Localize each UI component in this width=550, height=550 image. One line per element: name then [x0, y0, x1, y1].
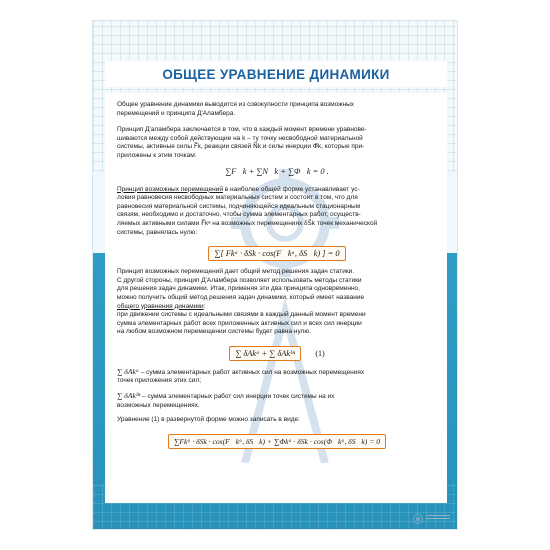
- text-fragment: в наиболее общей форме устанавливает ус-: [222, 185, 360, 193]
- text-line: Принцип Д'аламбера заключается в том, что в каждый момент времени уравнове-: [117, 126, 367, 134]
- sum-inertia-symbol: ∑ δAkᴵⁿ: [117, 391, 141, 401]
- text-fragment: – сумма элементарных работ сил инерции точек системы на их: [140, 393, 335, 401]
- publisher-logo-icon: [413, 514, 423, 524]
- sum-active-symbol: ∑ δAkᵃ: [117, 366, 139, 376]
- text-line: точек приложения этих сил;: [117, 377, 202, 385]
- text-line: можно получить общий метод решения задач динамики, который имеет название: [117, 293, 365, 301]
- text-line: [117, 392, 437, 402]
- term-general-equation: общего уравнения динамики: [117, 302, 204, 310]
- text-line: на любом возможном перемещении системы будет равна нулю.: [117, 328, 312, 336]
- intro-paragraph: [117, 101, 437, 118]
- text-line: [117, 368, 437, 378]
- text-line: равновесия материальной системы, подчиняющейся идеальным стационарным: [117, 202, 361, 210]
- equation-number: (1): [315, 348, 325, 358]
- def-active-paragraph: [117, 368, 437, 386]
- publisher-logo-text: [426, 515, 450, 523]
- text-line: системы, равнялась нулю:: [117, 228, 198, 236]
- text-fragment: :: [203, 302, 206, 310]
- title-bar: [105, 61, 447, 87]
- dalembert-paragraph: [117, 126, 437, 160]
- text-line: [117, 303, 437, 312]
- text-line: приложены к этим точкам:: [117, 151, 197, 159]
- term-virtual-displacement: Принцип возможных перемещений: [117, 185, 223, 193]
- text-line: перемещений и принципа Д'Аламбера.: [117, 109, 236, 117]
- virtual-displacement-paragraph: [117, 186, 437, 238]
- expanded-formula: ∑Fkᵃ · δSk · cos(F⃗kᵃ, δS⃗k) + ∑Φkᵃ · δSk · cos(Φ⃗kᵃ, δS⃗k) = 0: [168, 434, 386, 449]
- text-line: при движении системы с идеальными связями в каждый данный момент времени: [117, 311, 366, 319]
- text-line: ловия равновесия несвободных материальных систем и состоит в том, что для: [117, 194, 358, 202]
- text-line: С другой стороны, принцип Д'Аламбера позволяет использовать методы статики: [117, 276, 362, 284]
- general-equation-row: [117, 343, 437, 361]
- poster-title: ОБЩЕЕ УРАВНЕНИЕ ДИНАМИКИ: [162, 66, 390, 82]
- expanded-formula-row: [117, 431, 437, 449]
- text-line: для решения задач динамики. Итак, применяя эти два принципа одновременно,: [117, 285, 360, 293]
- text-line: ляемых активными силами F⃗kᵃ на возможных перемещениях δS⃗k точек механической: [117, 219, 378, 227]
- text-line: шиваются между собой действующие на k – ту точку несвободной материальной: [117, 134, 363, 142]
- text-line: Принцип возможных перемещений дает общий метод решения задач статики.: [117, 268, 355, 276]
- text-line: Общее уравнение динамики выводится из совокупности принципа возможных: [117, 101, 355, 108]
- equilibrium-formula: ∑F⃗k + ∑N⃗k + ∑Φ⃗k = 0 .: [225, 166, 329, 176]
- def-inertia-paragraph: [117, 392, 437, 410]
- text-line: системы, активные силы F⃗k, реакции связей N⃗k и силы инерции Φ⃗k, которые при-: [117, 143, 365, 151]
- general-equation-formula: ∑ δAkᵃ + ∑ δAkᴵⁿ: [229, 346, 301, 361]
- text-line: сумма элементарных работ всех приложенных активных сил и всех сил инерции: [117, 319, 362, 327]
- virtual-work-formula: ∑[ Fkᵃ · δSk · cos(F⃗kᵃ, δS⃗k) ] = 0: [208, 246, 345, 261]
- content-panel: [105, 93, 447, 503]
- poster: [92, 20, 458, 530]
- virtual-work-formula-row: [117, 243, 437, 261]
- text-fragment: – сумма элементарных работ активных сил на возможных перемещениях: [138, 368, 365, 376]
- expanded-paragraph: Уравнение (1) в развернутой форме можно записать в виде:: [117, 416, 300, 424]
- text-line: возможных перемещениях.: [117, 401, 200, 409]
- text-line: [117, 186, 437, 195]
- method-paragraph: [117, 268, 437, 337]
- text-line: связям, необходимо и достаточно, чтобы сумма элементарных работ, осуществ-: [117, 211, 361, 219]
